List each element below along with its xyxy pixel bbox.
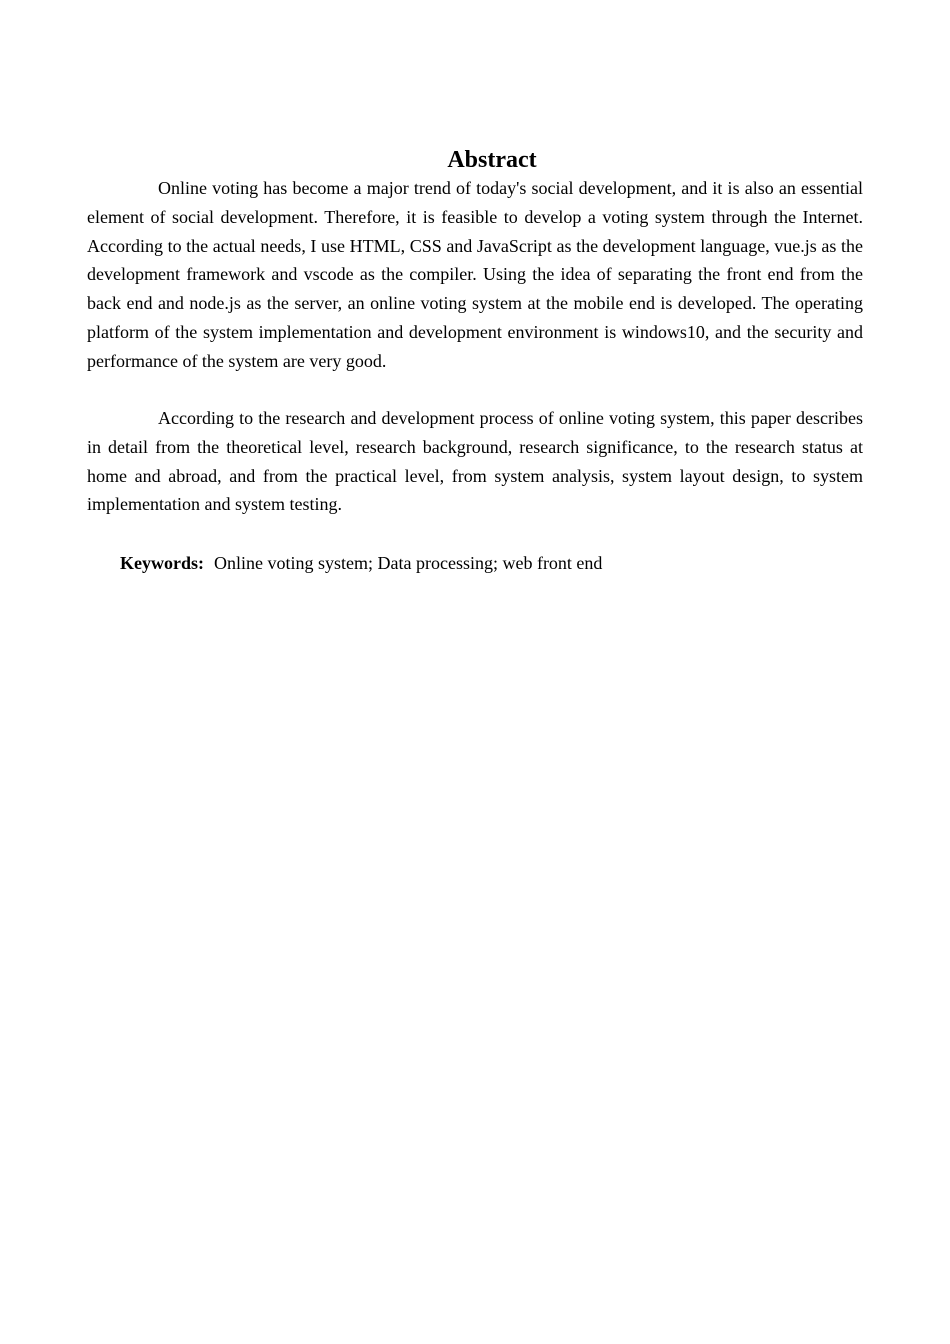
abstract-title: Abstract [447,147,537,173]
abstract-paragraph-2: According to the research and development process of online voting system, this paper describes in detail from the theoretical level, research background, research significance, to the research status at home and abroad, and from the practical level, from system analysis, system layout design, to system implementation and system testing. [87,408,863,515]
keywords-line [120,549,602,577]
keywords-text: Online voting system; Data processing; web front end [214,553,603,573]
keywords-label: Keywords: [120,553,204,573]
abstract-paragraph-1: Online voting has become a major trend of today's social development, and it is also an essential element of social development. Therefore, it is feasible to develop a voting system through the Internet. According to the actual needs, I use HTML, CSS and JavaScript as the development language, vue.js as the development framework and vscode as the compiler. Using the idea of separating the front end from the back end and node.js as the server, an online voting system at the mobile end is developed. The operating platform of the system implementation and development environment is windows10, and the security and performance of the system are very good. [87,178,863,371]
